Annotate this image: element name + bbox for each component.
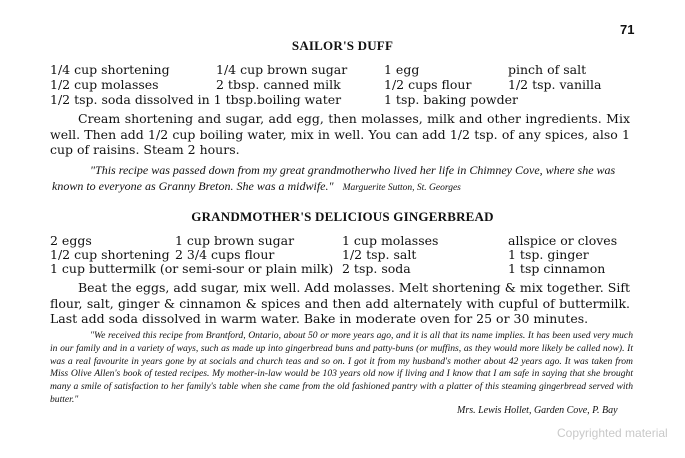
page-number: 71 xyxy=(620,22,635,37)
quote-attribution: Marguerite Sutton, St. Georges xyxy=(342,182,461,193)
ingredient: 2 tbsp. canned milk xyxy=(216,77,341,92)
recipe-quote xyxy=(52,163,632,196)
ingredient: 1 tsp cinnamon xyxy=(508,261,606,276)
ingredient: 2 tsp. soda xyxy=(342,261,411,276)
recipe-directions xyxy=(50,280,630,327)
ingredient: 1 tsp. ginger xyxy=(508,247,589,262)
ingredient: pinch of salt xyxy=(508,62,587,77)
ingredient: 1 cup brown sugar xyxy=(175,233,295,248)
ingredient: 1/2 cup molasses xyxy=(50,77,159,92)
recipe-title: GRANDMOTHER'S DELICIOUS GINGERBREAD xyxy=(191,209,494,224)
ingredient: allspice or cloves xyxy=(508,233,618,248)
ingredient: 1 cup buttermilk (or semi-sour or plain milk) xyxy=(50,261,334,276)
recipe-title: SAILOR'S DUFF xyxy=(291,38,394,53)
quote-text: "We received this recipe from Brantford, Ontario, about 50 or more years ago, and it is all that its name implies. It has been used very much in our family and in a variety of ways, such as made up into gingerbread buns and patty-buns (or muffins, as they would more likely be called now). It was a real favourite in years gone by at socials and church teas and so on. I got it from my husband's mother about 42 years ago. It was taken from Miss Olive Allen's book of tested recipes. My mother-in-law would be 103 years old now if living and I know that I am safe in saying that she brought many a smile of satisfaction to her family's table when she came from the old fashioned pantry with a platter of this steaming gingerbread served with butter." xyxy=(50,330,633,405)
ingredient: 1/2 cup shortening xyxy=(50,247,170,262)
ingredient: 1 cup molasses xyxy=(342,233,439,248)
copyright-watermark: Copyrighted material xyxy=(557,426,668,440)
ingredient: 1/2 tsp. vanilla xyxy=(508,77,602,92)
ingredient: 1 egg xyxy=(384,62,420,77)
ingredient: 1/4 cup brown sugar xyxy=(216,62,348,77)
ingredient: 1/2 cups flour xyxy=(384,77,472,92)
ingredient: 1 tsp. baking powder xyxy=(384,92,518,107)
recipe-quote xyxy=(50,330,633,407)
ingredient: 2 eggs xyxy=(50,233,92,248)
directions-text: Cream shortening and sugar, add egg, then molasses, milk and other ingredients. Mix well. Then add 1/2 cup boiling water, mix in well. You can add 1/2 tsp. of any spices, also 1 cup of raisins. Steam 2 hours. xyxy=(50,111,630,157)
quote-text: "This recipe was passed down from my great grandmotherwho lived her life in Chimney Cove, where she was known to everyone as Granny Breton. She was a midwife." xyxy=(52,163,616,193)
ingredient: 1/2 tsp. salt xyxy=(342,247,417,262)
quote-attribution: Mrs. Lewis Hollet, Garden Cove, P. Bay xyxy=(457,405,618,416)
ingredient: 1/4 cup shortening xyxy=(50,62,170,77)
directions-text: Beat the eggs, add sugar, mix well. Add molasses. Melt shortening & mix together. Sift flour, salt, ginger & cinnamon & spices and then add alternately with cupful of buttermilk. Last add soda dissolved in warm water. Bake in moderate oven for 25 or 30 minutes. xyxy=(50,280,630,326)
ingredient: 1/2 tsp. soda dissolved in 1 tbsp.boiling water xyxy=(50,92,342,107)
ingredient: 2 3/4 cups flour xyxy=(175,247,275,262)
recipe-directions xyxy=(50,111,630,158)
